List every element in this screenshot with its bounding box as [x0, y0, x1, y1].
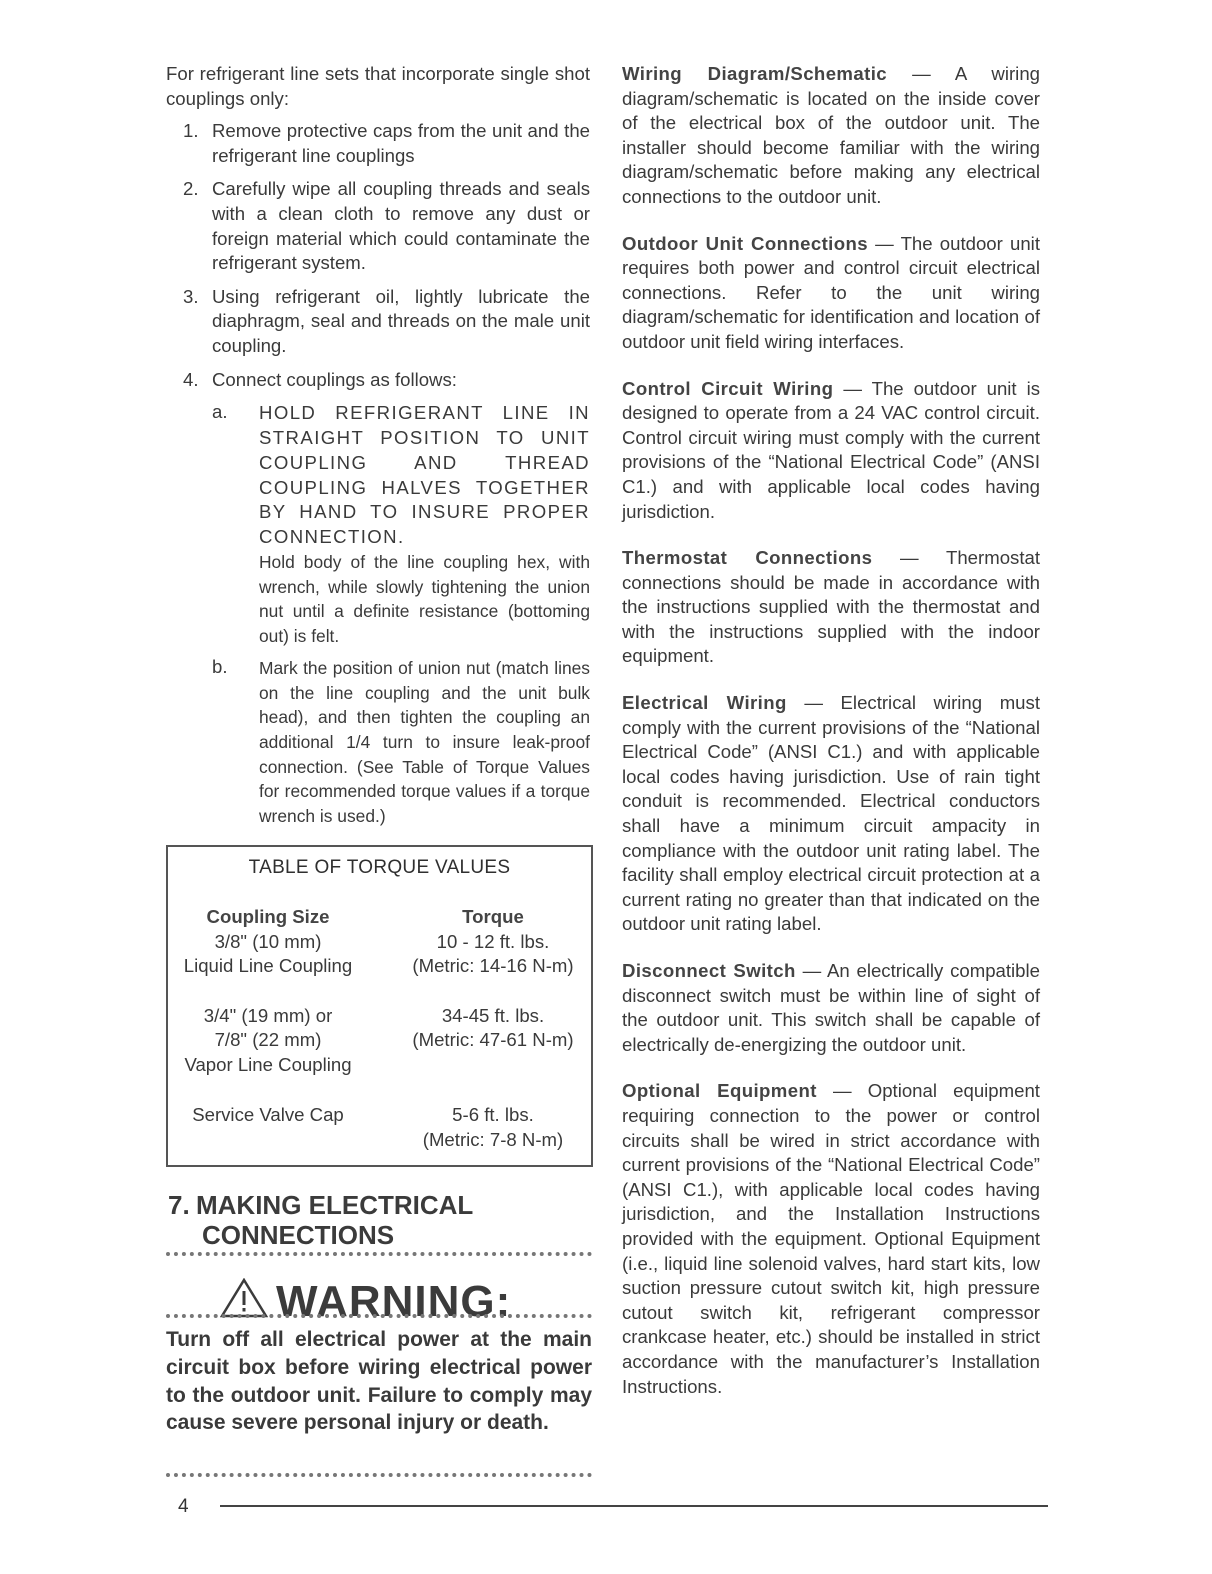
divider — [166, 1252, 592, 1256]
coupling-size-column — [168, 905, 368, 1127]
step-2: 2. Carefully wipe all coupling threads and seals with a clean cloth to remove any dust or foreign material which could contaminate the refrigerant system. — [183, 178, 590, 274]
table-cell: (Metric: 14-16 N-m) — [412, 955, 574, 977]
table-cell: (Metric: 7-8 N-m) — [422, 1128, 564, 1150]
intro-text: For refrigerant line sets that incorporate single shot couplings only: — [166, 63, 590, 109]
paragraph-electrical-wiring: Electrical Wiring — Electrical wiring must comply with the current provisions of the “National Electrical Code” (ANSI C1.) and with applicable local codes having jurisdiction. Use of rain tight conduit is recommended. Electrical conductors shall have a minimum circuit ampacity in compliance with the outdoor unit rating label. The facility shall employ electrical circuit protection at a current rating no greater than that indicated on the outdoor unit rating label. — [622, 692, 1040, 935]
torque-table — [166, 845, 593, 1167]
table-cell: 34-45 ft. lbs. — [441, 1004, 545, 1026]
paragraph-wiring-diagram: Wiring Diagram/Schematic — A wiring diagram/schematic is located on the inside cover of the electrical box of the outdoor unit. The installer should become familiar with the wiring diagram/schematic before making any electrical connections to the outdoor unit. — [622, 63, 1040, 207]
right-column — [622, 62, 1040, 1421]
table-cell: Liquid Line Coupling — [183, 955, 353, 977]
paragraph-control-circuit-wiring: Control Circuit Wiring — The outdoor unit is designed to operate from a 24 VAC control circuit. Control circuit wiring must comply with the current provisions of the “National Electrical Code” (ANSI C1.) and with applicable local codes having jurisdiction. — [622, 377, 1040, 522]
table-cell: 5-6 ft. lbs. — [452, 1103, 534, 1125]
table-cell: 10 - 12 ft. lbs. — [436, 930, 550, 952]
page-number: 4 — [178, 1496, 189, 1517]
paragraph-disconnect-switch: Disconnect Switch — An electrically compatible disconnect switch must be within line of sight of the outdoor unit. This switch shall be capable of electrically de-energizing the outdoor unit. — [622, 960, 1040, 1055]
divider — [166, 1473, 592, 1477]
footer-rule — [220, 1505, 1048, 1507]
paragraph-optional-equipment: Optional Equipment — Optional equipment requiring connection to the power or control circuits shall be wired in strict accordance with current provisions of the “National Electrical Code” (ANSI C1.), with applicable local codes having jurisdiction, and the Installation Instructions provided with the equipment. Optional Equipment (i.e., liquid line solenoid valves, hard start kits, low suction pressure cutout switch kit, high pressure cutout switch kit, refrigerant compressor crankcase heater, etc.) should be installed in strict accordance with the manufacturer’s Installation Instructions. — [622, 1080, 1040, 1397]
divider — [166, 1314, 592, 1318]
table-cell: 7/8" (22 mm) — [214, 1029, 322, 1051]
warning-label: WARNING: — [220, 1277, 511, 1327]
substep-a-text: Hold body of the line coupling hex, with wrench, while slowly tightening the union nut until a definite resistance (bottoming out) is felt. — [259, 551, 590, 646]
warning-text: Turn off all electrical power at the main circuit box before wiring electrical power to the outdoor unit. Failure to comply may cause severe personal injury or death. — [166, 1328, 592, 1435]
substep-a-caps: HOLD REFRIGERANT LINE IN STRAIGHT POSITION TO UNIT COUPLING AND THREAD COUPLING HALVES TOGETHER BY HAND TO INSURE PROPER CONNECTION. — [259, 402, 590, 548]
paragraph-outdoor-unit-connections: Outdoor Unit Connections — The outdoor unit requires both power and control circuit electrical connections. Refer to the unit wiring diagram/schematic for identification and location of outdoor unit field wiring interfaces. — [622, 232, 1040, 352]
torque-table-title: TABLE OF TORQUE VALUES — [248, 857, 511, 878]
table-cell: (Metric: 47-61 N-m) — [412, 1029, 574, 1051]
step-1: 1. Remove protective caps from the unit and the refrigerant line couplings — [183, 120, 590, 166]
table-cell: 3/4" (19 mm) or — [203, 1004, 333, 1026]
substep-b-text: Mark the position of union nut (match lines on the line coupling and the unit bulk head), and then tighten the coupling an additional 1/4 turn to insure leak-proof connection. (See Table of Torque Values for recommended torque values if a torque wrench is used.) — [259, 658, 590, 826]
torque-column — [394, 905, 592, 1152]
left-column — [166, 62, 590, 835]
section-heading: 7. MAKING ELECTRICAL CONNECTIONS — [168, 1190, 474, 1250]
warning-triangle-icon — [220, 1278, 268, 1318]
substep-a: a. HOLD REFRIGERANT LINE IN STRAIGHT POSITION TO UNIT COUPLING AND THREAD COUPLING HALVES TOGETHER BY HAND TO INSURE PROPER CONNECTION. Hold body of the line coupling hex, with wrench, while slowly tightening the union nut until a definite resistance (bottoming out) is felt. — [166, 401, 590, 648]
paragraph-thermostat-connections: Thermostat Connections — Thermostat connections should be made in accordance with the instructions supplied with the thermostat and with the instructions supplied with the indoor equipment. — [622, 547, 1040, 667]
table-cell: Service Valve Cap — [192, 1103, 344, 1125]
table-cell: 3/8" (10 mm) — [214, 930, 322, 952]
steps-list — [166, 119, 590, 392]
step-3: 3. Using refrigerant oil, lightly lubricate the diaphragm, seal and threads on the male unit coupling. — [183, 285, 590, 356]
coupling-size-header: Coupling Size — [206, 906, 330, 927]
substep-b: b. Mark the position of union nut (match lines on the line coupling and the unit bulk head), and then tighten the coupling an additional 1/4 turn to insure leak-proof connection. (See Table of Torque Values for recommended torque values if a torque wrench is used.) — [166, 656, 590, 828]
table-cell: Vapor Line Coupling — [184, 1053, 352, 1075]
torque-header: Torque — [462, 906, 524, 927]
step-4: 4. Connect couplings as follows: — [183, 368, 457, 390]
